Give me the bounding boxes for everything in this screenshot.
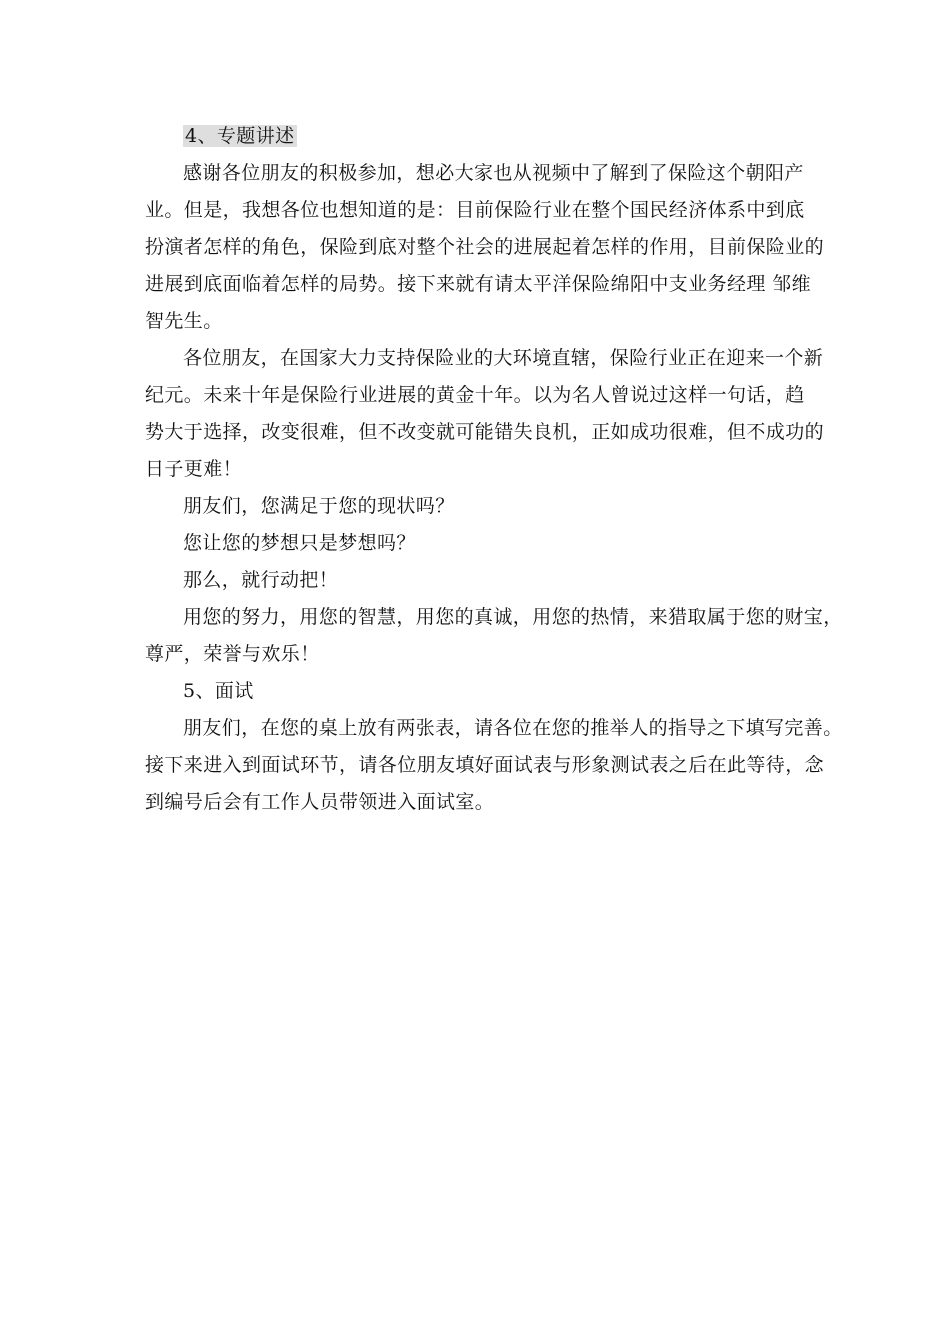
text-line: 智先生。: [145, 310, 223, 332]
text-line: 接下来进入到面试环节，请各位朋友填好面试表与形象测试表之后在此等待，念: [145, 754, 825, 776]
text-line: 尊严，荣誉与欢乐！: [145, 643, 320, 665]
section-4-paragraph-3: 朋友们，您满足于您的现状吗？: [183, 495, 455, 517]
section-4-paragraph-6: [145, 599, 843, 673]
text-line: 各位朋友，在国家大力支持保险业的大环境直辖，保险行业正在迎来一个新: [183, 347, 824, 369]
text-line: 感谢各位朋友的积极参加，想必大家也从视频中了解到了保险这个朝阳产: [183, 162, 804, 184]
text-line: 朋友们，在您的桌上放有两张表，请各位在您的推举人的指导之下填写完善。: [183, 717, 843, 739]
text-line: 纪元。未来十年是保险行业进展的黄金十年。以为名人曾说过这样一句话，趋: [145, 384, 805, 406]
section-4-paragraph-1: [145, 155, 825, 340]
text-line: 用您的努力，用您的智慧，用您的真诚，用您的热情，来猎取属于您的财宝，: [183, 606, 843, 628]
section-4-heading-text: 4、专题讲述: [185, 125, 295, 147]
text-line: 进展到底面临着怎样的局势。接下来就有请太平洋保险绵阳中支业务经理 邹维: [145, 273, 812, 295]
text-line: 日子更难！: [145, 458, 243, 480]
section-4-paragraph-5: 那么，就行动把！: [183, 569, 339, 591]
text-line: 势大于选择，改变很难，但不改变就可能错失良机，正如成功很难，但不成功的: [145, 421, 825, 443]
section-4-paragraph-2: [145, 340, 825, 488]
text-line: 到编号后会有工作人员带领进入面试室。: [145, 791, 495, 813]
text-line: 扮演者怎样的角色，保险到底对整个社会的进展起着怎样的作用，目前保险业的: [145, 236, 825, 258]
section-4-heading: [145, 118, 810, 155]
document-page: [145, 118, 843, 821]
section-4-paragraph-4: 您让您的梦想只是梦想吗？: [183, 532, 416, 554]
section-5-paragraph-1: [145, 710, 843, 821]
section-5-heading: 5、面试: [183, 680, 254, 702]
text-line: 业。但是，我想各位也想知道的是：目前保险行业在整个国民经济体系中到底: [145, 199, 805, 221]
